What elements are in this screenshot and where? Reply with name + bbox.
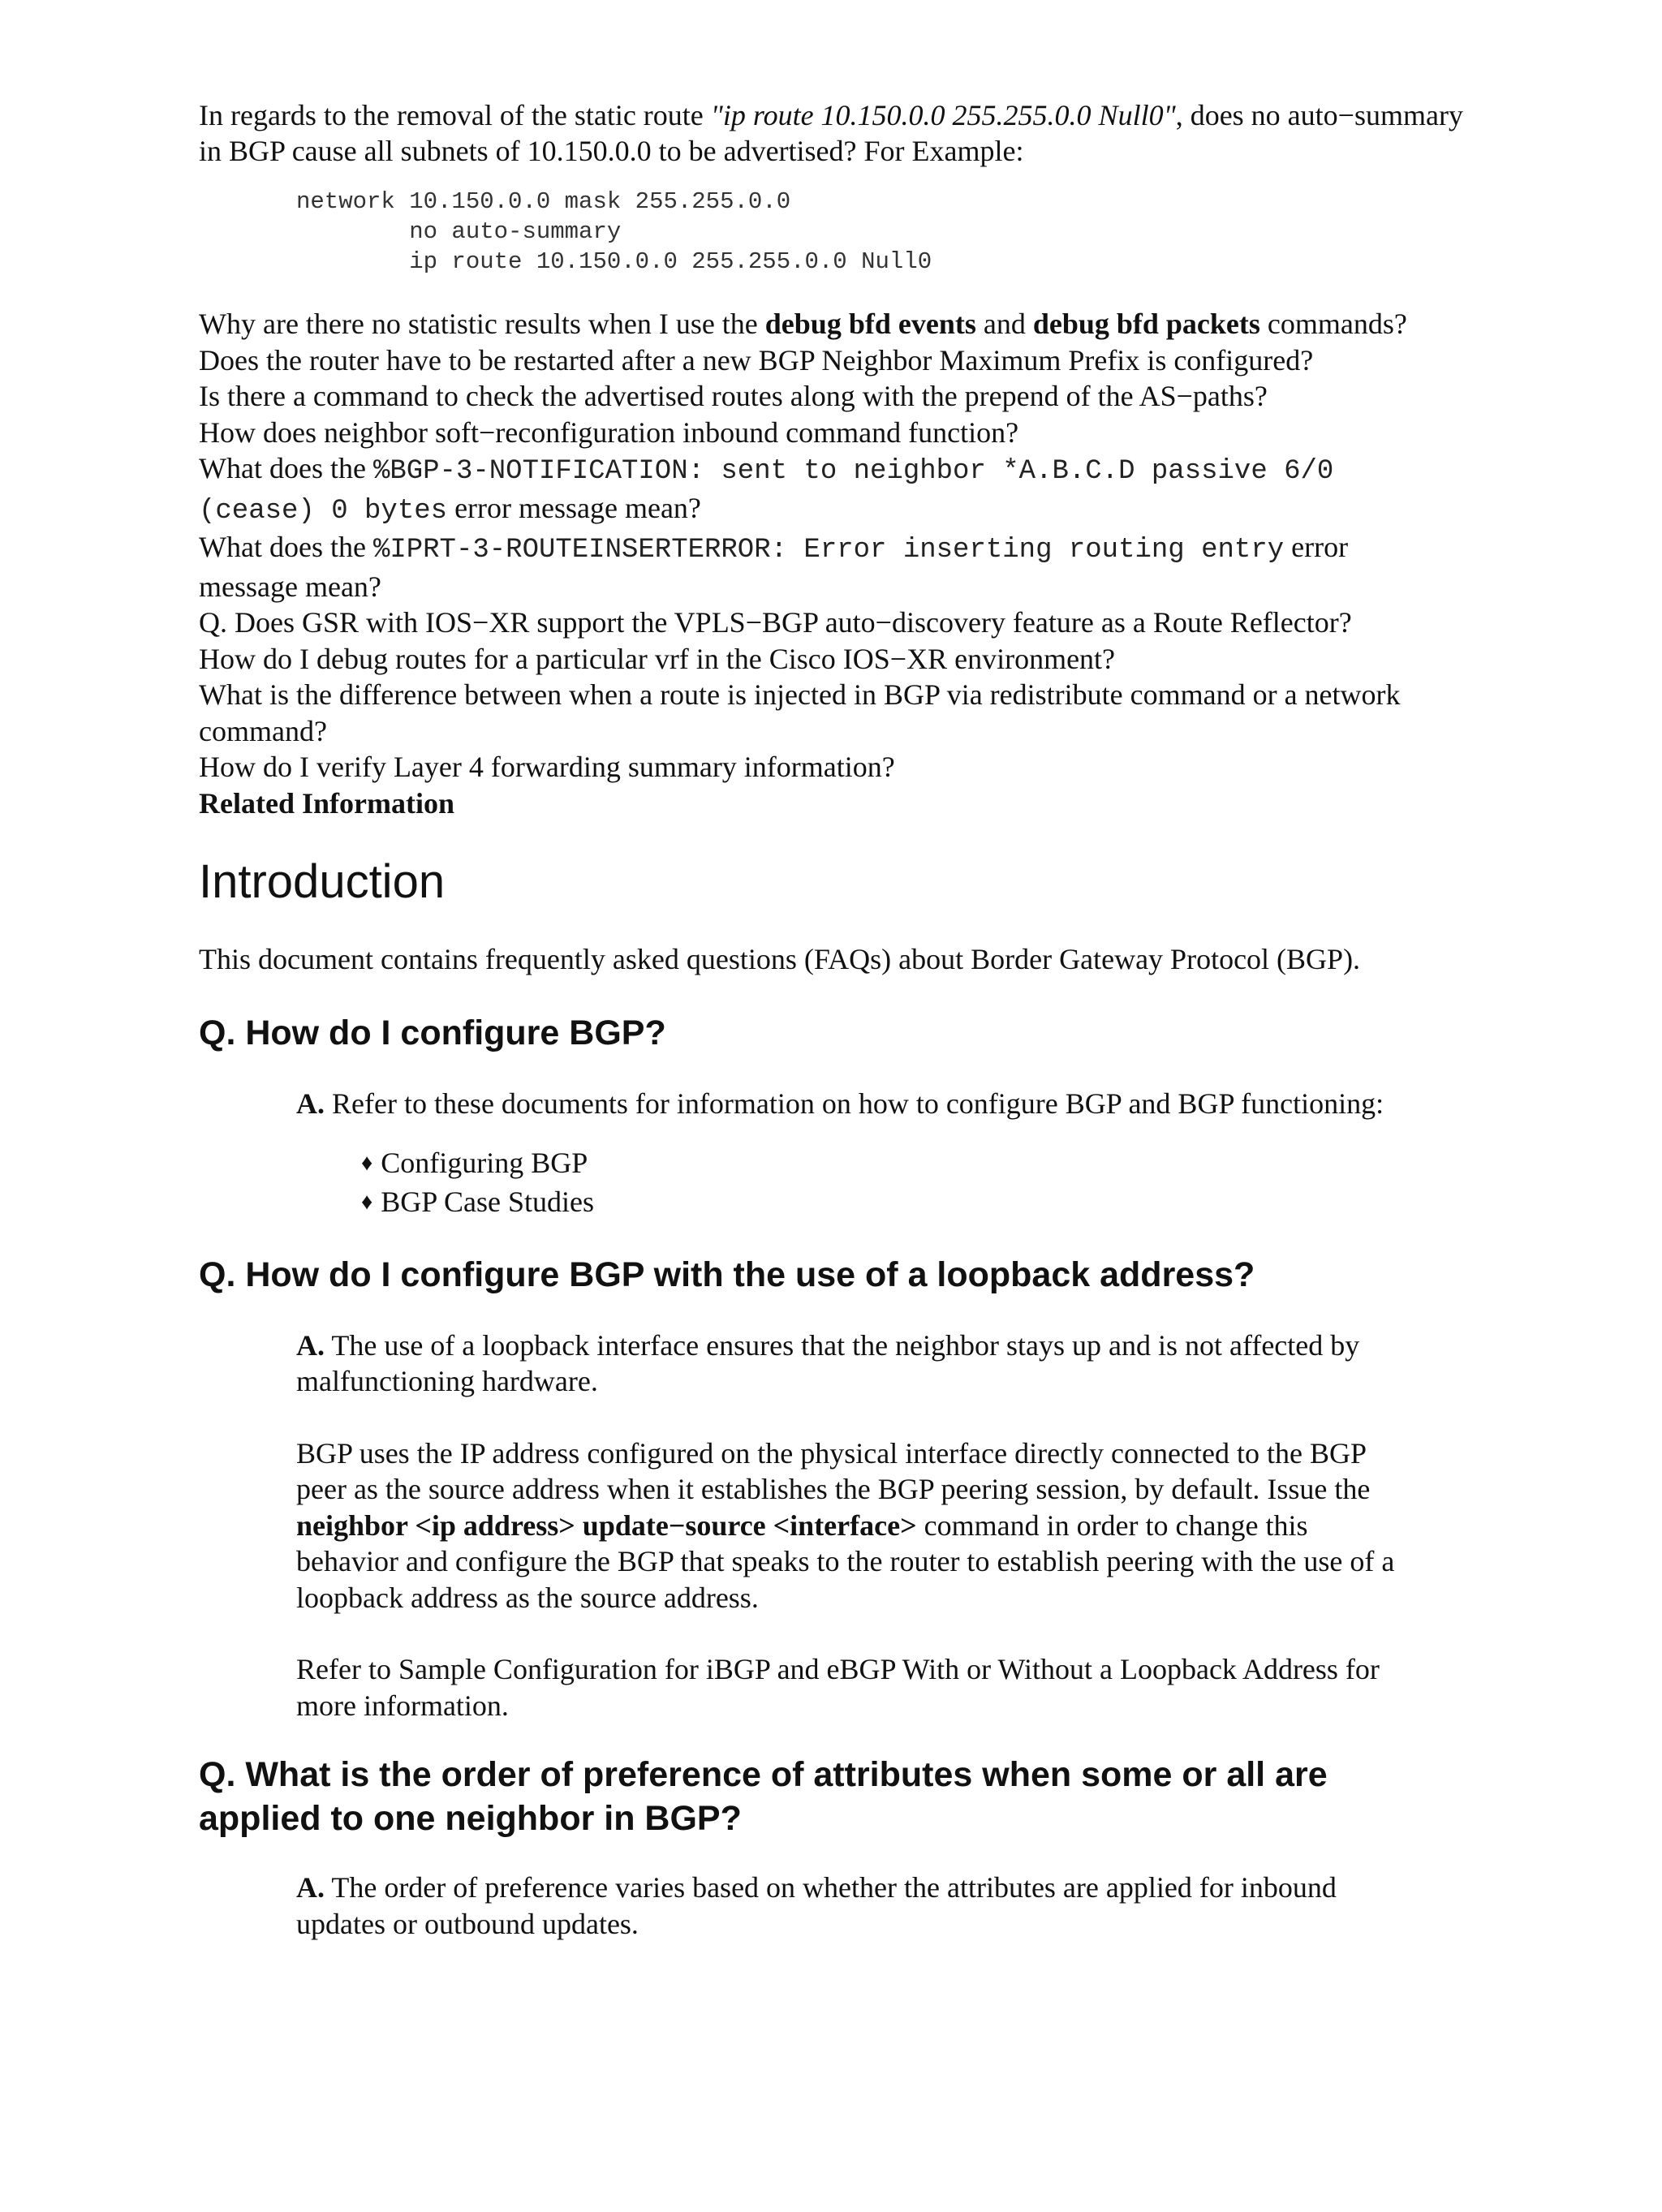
toc-item-redistribute[interactable]: What is the difference between when a route is injected in BGP via redistribute command or a network — [199, 678, 1401, 711]
toc-item-layer4[interactable]: How do I verify Layer 4 forwarding summary information? — [199, 751, 895, 783]
answer-label: A. — [296, 1328, 325, 1362]
question-list — [199, 306, 1538, 821]
code-line: no auto-summary — [296, 218, 622, 245]
list-item-configuring-bgp[interactable]: ♦ Configuring BGP — [361, 1145, 1538, 1185]
update-source-command: neighbor <ip address> update−source <interface> — [296, 1508, 917, 1542]
toc-item-notification[interactable]: What does the %BGP-3-NOTIFICATION: sent to neighbor *A.B.C.D passive 6/0 — [199, 452, 1334, 487]
lead-line-2: in BGP cause all subnets of 10.150.0.0 to be advertised? For Example: — [199, 135, 1024, 167]
toc-item-prepend[interactable]: Is there a command to check the advertised routes along with the prepend of the AS−paths? — [199, 380, 1268, 412]
sample-config-reference[interactable]: Refer to Sample Configuration for iBGP and eBGP With or Without a Loopback Address for — [296, 1653, 1380, 1685]
q3-heading: Q. What is the order of preference of attributes when some or all are applied to one neighbor in BGP? — [199, 1755, 1328, 1838]
toc-item-redistribute-cont[interactable]: command? — [199, 714, 327, 747]
toc-item-soft-reconfig[interactable]: How does neighbor soft−reconfiguration inbound command function? — [199, 415, 1019, 449]
answer-label: A. — [296, 1087, 325, 1120]
toc-item-notification-cont[interactable]: (cease) 0 bytes error message mean? — [199, 491, 701, 527]
q3-answer: A. The order of preference varies based on whether the attributes are applied for inbound updates or outbound updates. — [296, 1871, 1337, 1940]
q2-answer: A. The use of a loopback interface ensures that the neighbor stays up and is not affected by malfunctioning hardware. BGP uses the IP address configured on the physical interface directly connected to the BGP peer as the source address when it establishes the BGP peering session, by default. Issue the neighbor <ip address> update−source <interface> command in order to change this behavior and configure the BGP that speaks to the router to establish peering with the use of a loopback address as the source address. Refer to Sample Configuration for iBGP and eBGP With or Without a Loopback Address for more information. — [296, 1328, 1538, 1724]
toc-item-gsr[interactable]: Q. Does GSR with IOS−XR support the VPLS−BGP auto−discovery feature as a Route Reflector? — [199, 606, 1352, 639]
document-content — [199, 97, 1538, 1942]
toc-item-vrf[interactable]: How do I debug routes for a particular vrf in the Cisco IOS−XR environment? — [199, 642, 1116, 675]
toc-item-iprt-cont[interactable]: message mean? — [199, 570, 381, 603]
toc-item-related[interactable]: Related Information — [199, 786, 454, 820]
introduction-heading: Introduction — [199, 855, 446, 908]
q2-heading: Q. How do I configure BGP with the use of a loopback address? — [199, 1254, 1255, 1294]
toc-item-debug-bfd[interactable]: Why are there no statistic results when I use the debug bfd events and debug bfd packets commands? — [199, 308, 1407, 340]
code-line: ip route 10.150.0.0 255.255.0.0 Null0 — [296, 248, 932, 275]
q1-doc-list — [361, 1145, 1538, 1224]
lead-question — [199, 97, 1538, 169]
code-line: network 10.150.0.0 mask 255.255.0.0 — [296, 188, 791, 215]
q1-heading: Q. How do I configure BGP? — [199, 1013, 666, 1052]
lead-line-1: In regards to the removal of the static route "ip route 10.150.0.0 255.255.0.0 Null0", does no auto−summary — [199, 99, 1463, 131]
list-item-bgp-case-studies[interactable]: ♦ BGP Case Studies — [361, 1184, 1538, 1224]
toc-item-iprt[interactable]: What does the %IPRT-3-ROUTEINSERTERROR: Error inserting routing entry error — [199, 531, 1349, 566]
static-route-quote: "ip route 10.150.0.0 255.255.0.0 Null0" — [710, 99, 1176, 131]
example-code-block — [296, 187, 1538, 277]
toc-item-restart[interactable]: Does the router have to be restarted after a new BGP Neighbor Maximum Prefix is configured? — [199, 343, 1314, 377]
answer-label: A. — [296, 1871, 325, 1904]
introduction-text: This document contains frequently asked questions (FAQs) about Border Gateway Protocol (BGP). — [199, 943, 1361, 975]
q1-answer: A. Refer to these documents for information on how to configure BGP and BGP functioning: ♦ Configuring BGP ♦ BGP Case Studies — [296, 1086, 1538, 1224]
